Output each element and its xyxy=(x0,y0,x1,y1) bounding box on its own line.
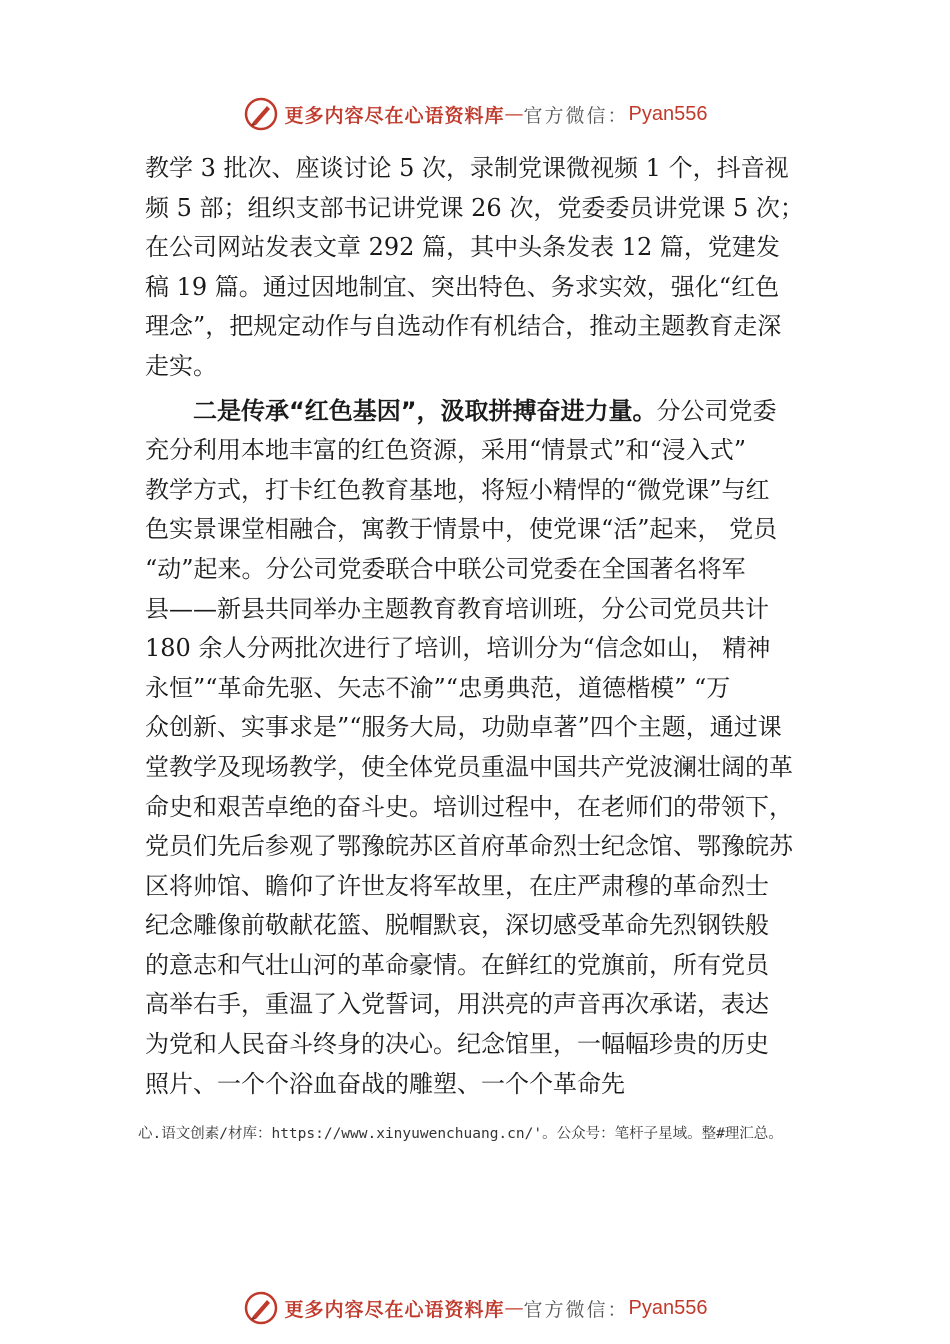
footer-banner xyxy=(0,1286,950,1330)
paragraph-lead-heading: 二是传承“红色基因”，汲取拼搏奋进力量。 xyxy=(193,396,657,425)
paragraph-first-line xyxy=(145,392,835,432)
header-wechat-id: Pyan556 xyxy=(628,102,708,125)
header-brand: 更多内容尽在心语资料库 xyxy=(284,104,505,127)
text-line: 照片、一个个浴血奋战的雕塑、一个个革命先 xyxy=(145,1069,625,1098)
footer-wechat-label: 官方微信： xyxy=(523,1298,629,1321)
text-line: 理念”，把规定动作与自选动作有机结合，推动主题教育走深 xyxy=(145,312,782,341)
pen-logo-icon xyxy=(243,96,279,132)
text-line: 为党和人民奋斗终身的决心。纪念馆里，一幅幅珍贵的历史 xyxy=(145,1030,769,1059)
text-line: “动”起来。分公司党委联合中联公司党委在全国著名将军 xyxy=(145,554,746,583)
text-line: 区将帅馆、瞻仰了许世友将军故里，在庄严肃穆的革命烈士 xyxy=(145,871,769,900)
text-line: 走实。 xyxy=(145,351,217,380)
text-line: 纪念雕像前敬献花篮、脱帽默哀，深切感受革命先烈钢铁般 xyxy=(145,911,769,940)
header-banner xyxy=(0,92,950,136)
paragraph-1 xyxy=(145,149,835,387)
text-line: 众创新、实事求是”“服务大局，功勋卓著”四个主题，通过课 xyxy=(145,713,782,742)
text-line: 教学 3 批次、座谈讨论 5 次，录制党课微视频 1 个，抖音视 xyxy=(145,154,789,182)
text-line: 180 余人分两批次进行了培训，培训分为“信念如山， 精神 xyxy=(145,634,771,663)
text-line: 命史和艰苦卓绝的奋斗史。培训过程中，在老师们的带领下， xyxy=(145,792,793,821)
text-line: 党员们先后参观了鄂豫皖苏区首府革命烈士纪念馆、鄂豫皖苏 xyxy=(145,832,793,861)
text-line: 堂教学及现场教学，使全体党员重温中国共产党波澜壮阔的革 xyxy=(145,752,793,781)
paragraph-first-line-rest: 分公司党委 xyxy=(656,396,777,425)
text-line: 在公司网站发表文章 292 篇，其中头条发表 12 篇，党建发 xyxy=(145,233,780,262)
text-line: 县——新县共同举办主题教育教育培训班，分公司党员共计 xyxy=(145,594,769,623)
text-line: 教学方式，打卡红色教育基地，将短小精悍的“微党课”与红 xyxy=(145,475,770,504)
pen-logo-icon xyxy=(243,1290,279,1326)
paragraph-2 xyxy=(145,392,835,1105)
footer-wechat-id: Pyan556 xyxy=(628,1296,708,1319)
text-line: 频 5 部；组织支部书记讲党课 26 次，党委委员讲党课 5 次； xyxy=(145,193,804,222)
footer-brand: 更多内容尽在心语资料库 xyxy=(284,1298,505,1321)
text-line: 永恒”“革命先驱、矢志不渝”“忠勇典范，道德楷模” “万 xyxy=(145,673,731,702)
text-line: 稿 19 篇。通过因地制宜、突出特色、务求实效，强化“红色 xyxy=(145,272,780,301)
document-body xyxy=(145,149,835,1104)
header-wechat-label: 官方微信： xyxy=(523,104,629,127)
text-line: 高举右手，重温了入党誓词，用洪亮的声音再次承诺，表达 xyxy=(145,990,769,1019)
header-separator: — xyxy=(504,103,524,125)
source-note: 心.语文创素/材库：https://www.xinyuwenchuang.cn/'。公众号：笔杆子星域。整#理汇总。 xyxy=(138,1126,783,1142)
text-line: 充分利用本地丰富的红色资源，采用“情景式”和“浸入式” xyxy=(145,436,747,465)
footer-separator: — xyxy=(504,1297,524,1319)
text-line: 色实景课堂相融合，寓教于情景中，使党课“活”起来， 党员 xyxy=(145,515,778,544)
text-line: 的意志和气壮山河的革命豪情。在鲜红的党旗前，所有党员 xyxy=(145,950,769,979)
